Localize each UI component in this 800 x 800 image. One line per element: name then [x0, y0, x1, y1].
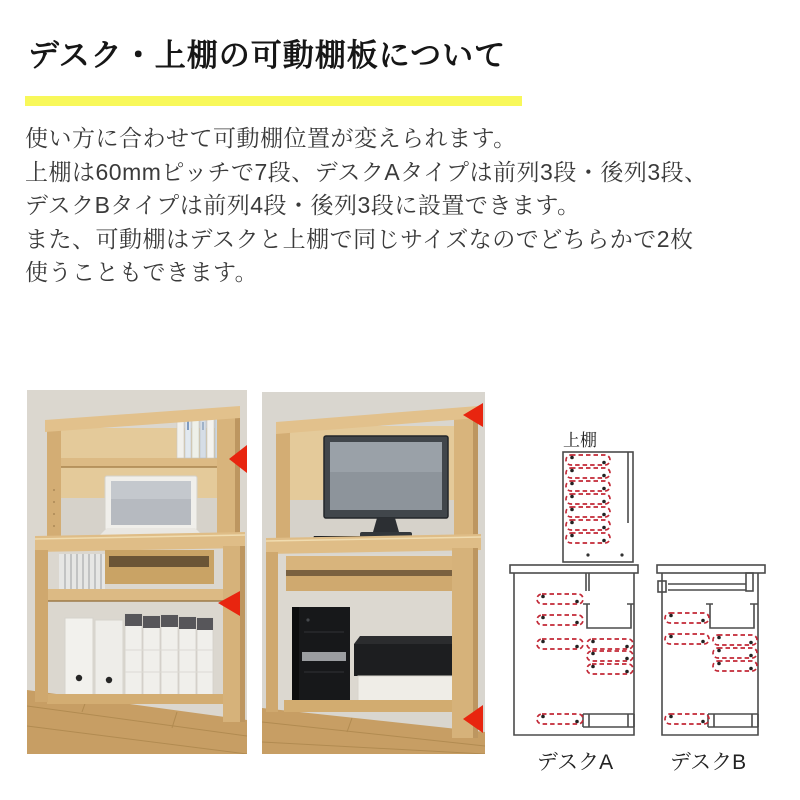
bottom-shelf [47, 694, 223, 704]
desk-b-label: デスクB [669, 751, 747, 774]
shelf-position-marker [566, 455, 610, 465]
desk-b-diagram [657, 565, 765, 735]
hutch-label: 上棚 [563, 431, 597, 450]
shelf-position-marker [665, 714, 709, 724]
shelf-position-marker [537, 594, 583, 604]
shelf-position-marker [566, 533, 610, 543]
title-highlight-bar [25, 96, 522, 106]
shelf-position-marker [537, 714, 583, 724]
photo-desk-hutch-laptop [27, 390, 247, 754]
shelf-position-marker [587, 664, 633, 674]
desk-a-label: デスクA [536, 751, 614, 774]
description-line: 使い方に合わせて可動棚位置が変えられます。 [25, 125, 517, 151]
desk-hutch-unit [266, 406, 481, 738]
shelf-position-marker [665, 634, 709, 644]
shelf-position-marker [713, 648, 757, 658]
description-line: また、可動棚はデスクと上棚で同じサイズなのでどちらかで2枚 [25, 225, 694, 252]
description-line: 上棚は60mmピッチで7段、デスクAタイプは前列3段・後列3段、 [25, 158, 708, 185]
shelf-position-diagram [500, 425, 800, 780]
description-line: 使うこともできます。 [25, 259, 259, 285]
shelf-position-marker [713, 635, 757, 645]
description-line: デスクBタイプは前列4段・後列3段に設置できます。 [25, 192, 581, 218]
slide-tray [286, 556, 452, 570]
shelf-position-marker [665, 613, 709, 623]
hutch-pin-dots [586, 553, 623, 556]
storage-boxes [354, 636, 462, 702]
shelf-position-marker [566, 507, 610, 517]
shelf-position-marker [566, 494, 610, 504]
binders [125, 614, 213, 695]
bottom-shelf [284, 700, 456, 712]
shelf-position-marker [566, 468, 610, 478]
desk-a-diagram [510, 565, 638, 735]
shelf-position-marker [566, 481, 610, 491]
laptop [97, 476, 205, 542]
page-title: デスク・上棚の可動棚板について [28, 38, 507, 73]
hutch-movable-shelf [57, 458, 227, 467]
back-slot [109, 556, 209, 567]
cd-cases [59, 554, 105, 589]
shelf-position-marker [537, 615, 583, 625]
desk-movable-shelf [47, 589, 223, 601]
shelf-position-marker [713, 661, 757, 671]
shelf-position-marker [537, 639, 583, 649]
shelf-position-marker [587, 639, 633, 649]
pc-tower [292, 607, 350, 700]
photo-desk-hutch-computer [262, 392, 485, 754]
shelf-position-marker [587, 651, 633, 661]
shelf-position-marker [566, 520, 610, 530]
description-text [25, 122, 785, 290]
